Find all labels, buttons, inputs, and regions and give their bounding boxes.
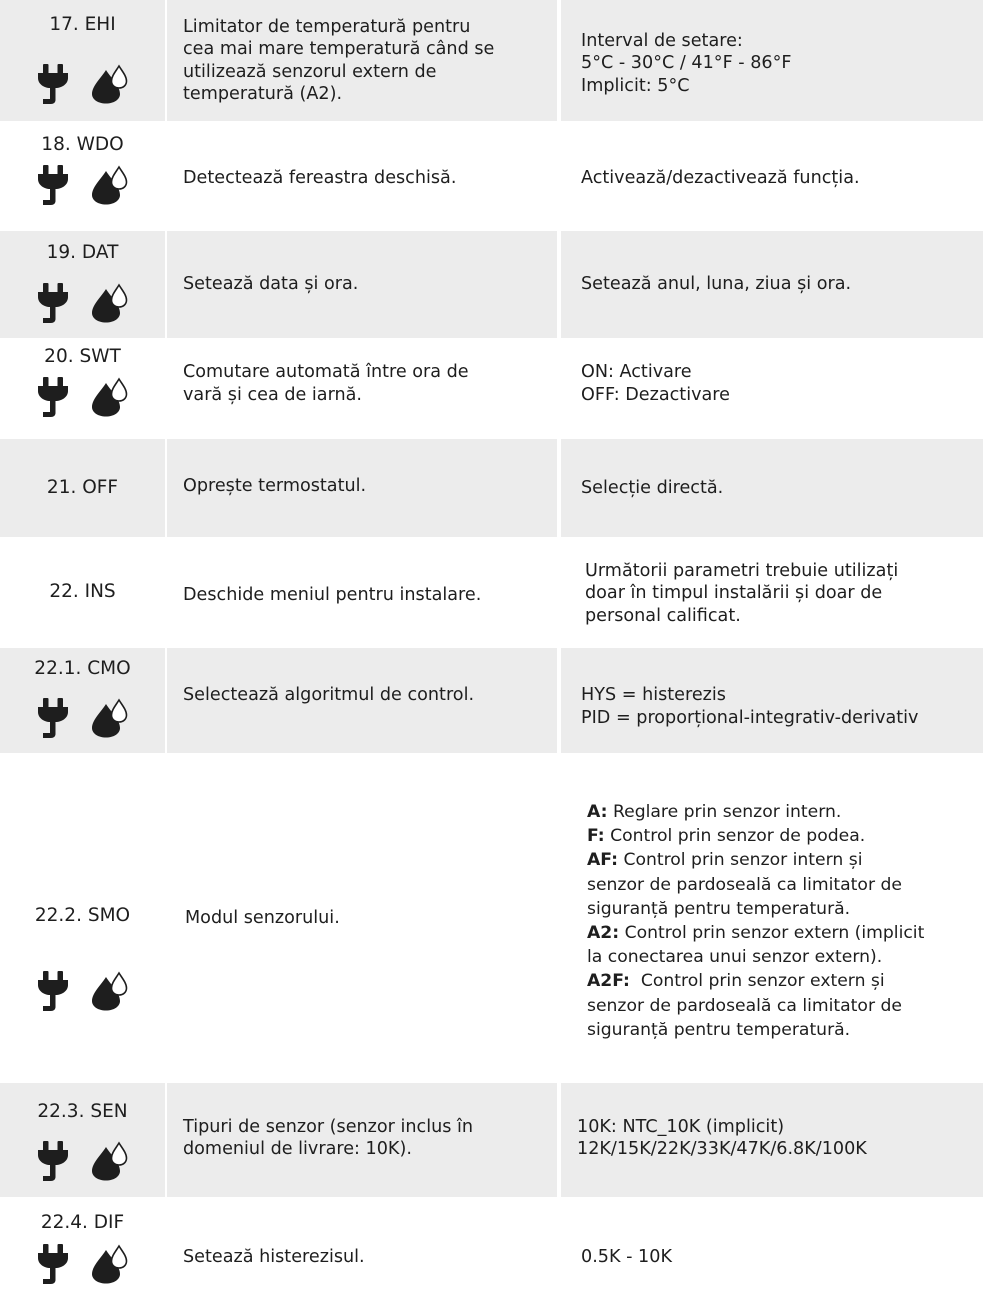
setting-line: Selecție directă. bbox=[581, 477, 724, 498]
parameter-code: 22.4. DIF bbox=[40, 1212, 125, 1233]
plug-icon bbox=[37, 971, 71, 1011]
description-cell bbox=[167, 126, 557, 231]
water-drops-icon bbox=[89, 1244, 131, 1284]
description-line: Setează histerezisul. bbox=[183, 1246, 365, 1267]
plug-icon bbox=[37, 377, 71, 417]
water-drops-icon bbox=[89, 971, 131, 1011]
plug-icon bbox=[37, 165, 71, 205]
setting-line: OFF: Dezactivare bbox=[581, 384, 730, 405]
parameter-code: 22.2. SMO bbox=[34, 905, 131, 926]
sensor-mode-item: A2: Control prin senzor extern (implicit bbox=[587, 923, 925, 943]
table-row bbox=[0, 126, 983, 231]
setting-line: Implicit: 5°C bbox=[581, 75, 690, 96]
parameter-description bbox=[183, 648, 551, 743]
parameter-setting bbox=[581, 1217, 977, 1297]
mode-icons bbox=[37, 971, 137, 1011]
parameter-description bbox=[183, 0, 551, 121]
setting-cell bbox=[561, 753, 983, 1083]
setting-cell bbox=[561, 126, 983, 231]
plug-icon bbox=[37, 698, 71, 738]
description-cell bbox=[167, 1083, 557, 1197]
sensor-mode-item: siguranță pentru temperatură. bbox=[587, 1019, 851, 1040]
setting-line: 12K/15K/22K/33K/47K/6.8K/100K bbox=[577, 1139, 867, 1159]
parameter-setting bbox=[581, 126, 977, 231]
parameter-setting bbox=[581, 439, 977, 537]
plug-icon bbox=[37, 1141, 71, 1181]
description-cell bbox=[167, 342, 557, 437]
code-cell bbox=[0, 342, 165, 437]
description-line: Setează data și ora. bbox=[183, 274, 359, 295]
setting-line: Următorii parametri trebuie utilizați bbox=[585, 560, 899, 581]
setting-cell bbox=[561, 0, 983, 121]
water-drops-icon bbox=[89, 698, 131, 738]
parameter-description bbox=[183, 342, 551, 425]
parameter-setting bbox=[581, 231, 977, 338]
water-drops-icon bbox=[89, 377, 131, 417]
setting-line: ON: Activare bbox=[581, 362, 692, 382]
parameter-description bbox=[185, 753, 551, 1083]
parameter-description bbox=[183, 126, 551, 231]
setting-line: doar în timpul instalării și doar de bbox=[585, 583, 883, 604]
parameter-setting bbox=[581, 342, 977, 425]
setting-line: Setează anul, luna, ziua și ora. bbox=[581, 274, 852, 295]
setting-cell bbox=[561, 541, 983, 646]
parameter-code: 22.1. CMO bbox=[34, 658, 131, 679]
sensor-mode-item: la conectarea unui senzor extern). bbox=[587, 947, 883, 968]
mode-icons bbox=[37, 283, 137, 323]
table-row bbox=[0, 342, 983, 437]
sensor-mode-item: senzor de pardoseală ca limitator de bbox=[587, 995, 902, 1016]
sensor-mode-list bbox=[587, 759, 983, 1083]
parameter-code: 19. DAT bbox=[46, 242, 119, 263]
setting-line: 0.5K - 10K bbox=[581, 1246, 672, 1267]
setting-cell bbox=[561, 231, 983, 338]
parameter-code: 17. EHI bbox=[49, 14, 116, 35]
code-cell bbox=[0, 231, 165, 338]
sensor-mode-item: AF: Control prin senzor intern și bbox=[587, 850, 863, 871]
setting-line: PID = proporțional-integrativ-derivativ bbox=[581, 707, 919, 728]
code-cell bbox=[0, 1083, 165, 1197]
table-row bbox=[0, 439, 983, 537]
description-line: Tipuri de senzor (senzor inclus în bbox=[183, 1116, 474, 1137]
setting-cell bbox=[561, 1197, 983, 1297]
parameter-setting bbox=[585, 541, 977, 646]
code-cell bbox=[0, 541, 165, 646]
mode-icons bbox=[37, 1141, 137, 1181]
setting-line: HYS = histerezis bbox=[581, 685, 726, 705]
description-line: vară și cea de iarnă. bbox=[183, 384, 363, 405]
parameter-description bbox=[183, 1217, 551, 1297]
description-cell bbox=[167, 439, 557, 537]
sensor-mode-item: F: Control prin senzor de podea. bbox=[587, 826, 866, 847]
parameter-description bbox=[183, 1079, 551, 1197]
description-line: Selectează algoritmul de control. bbox=[183, 685, 475, 706]
description-line: temperatură (A2). bbox=[183, 84, 343, 104]
table-row bbox=[0, 231, 983, 338]
parameter-description bbox=[183, 545, 551, 646]
mode-icons bbox=[37, 64, 137, 104]
water-drops-icon bbox=[89, 1141, 131, 1181]
code-cell bbox=[0, 439, 165, 537]
description-cell bbox=[167, 648, 557, 753]
setting-cell bbox=[561, 1083, 983, 1197]
table-row bbox=[0, 541, 983, 646]
parameter-description bbox=[183, 231, 551, 338]
parameter-setting bbox=[581, 6, 977, 121]
sensor-mode-item: A2F: Control prin senzor extern și bbox=[587, 971, 885, 992]
description-cell bbox=[167, 0, 557, 121]
setting-line: 5°C - 30°C / 41°F - 86°F bbox=[581, 53, 792, 74]
description-line: cea mai mare temperatură când se bbox=[183, 39, 495, 59]
parameter-code: 20. SWT bbox=[44, 346, 121, 367]
setting-line: Interval de setare: bbox=[581, 30, 743, 51]
water-drops-icon bbox=[89, 165, 131, 205]
sensor-mode-item: A: Reglare prin senzor intern. bbox=[587, 801, 842, 822]
description-cell bbox=[167, 231, 557, 338]
parameter-description bbox=[183, 439, 551, 533]
mode-icons bbox=[37, 377, 137, 417]
code-cell bbox=[0, 0, 165, 121]
description-line: Oprește termostatul. bbox=[183, 475, 367, 496]
setting-line: 10K: NTC_10K (implicit) bbox=[577, 1116, 785, 1137]
code-cell bbox=[0, 126, 165, 231]
mode-icons bbox=[37, 165, 137, 205]
table-row bbox=[0, 648, 983, 753]
plug-icon bbox=[37, 64, 71, 104]
parameter-setting bbox=[581, 660, 977, 753]
plug-icon bbox=[37, 1244, 71, 1284]
sensor-mode-item: siguranță pentru temperatură. bbox=[587, 898, 851, 919]
code-cell bbox=[0, 648, 165, 753]
water-drops-icon bbox=[89, 64, 131, 104]
table-row bbox=[0, 753, 983, 1083]
description-line: domeniul de livrare: 10K). bbox=[183, 1139, 412, 1159]
setting-line: personal calificat. bbox=[585, 605, 741, 626]
parameter-code: 22. INS bbox=[49, 581, 116, 602]
setting-cell bbox=[561, 648, 983, 753]
description-cell bbox=[167, 753, 557, 1083]
parameter-code: 21. OFF bbox=[46, 477, 119, 498]
mode-icons bbox=[37, 1244, 137, 1284]
description-line: utilizează senzorul extern de bbox=[183, 61, 437, 82]
parameter-setting bbox=[577, 1079, 977, 1197]
code-cell bbox=[0, 753, 165, 1083]
setting-cell bbox=[561, 439, 983, 537]
setting-line: Activează/dezactivează funcția. bbox=[581, 168, 860, 189]
table-row bbox=[0, 1083, 983, 1197]
parameter-code: 22.3. SEN bbox=[37, 1101, 128, 1122]
code-cell bbox=[0, 1197, 165, 1297]
table-row bbox=[0, 0, 983, 121]
description-line: Comutare automată între ora de bbox=[183, 362, 469, 382]
description-line: Deschide meniul pentru instalare. bbox=[183, 585, 482, 606]
description-cell bbox=[167, 1197, 557, 1297]
mode-icons bbox=[37, 698, 137, 738]
plug-icon bbox=[37, 283, 71, 323]
description-line: Detectează fereastra deschisă. bbox=[183, 168, 457, 189]
parameter-code: 18. WDO bbox=[41, 134, 124, 155]
sensor-mode-item: senzor de pardoseală ca limitator de bbox=[587, 874, 902, 895]
description-cell bbox=[167, 541, 557, 646]
table-row bbox=[0, 1197, 983, 1297]
setting-cell bbox=[561, 342, 983, 437]
description-line: Limitator de temperatură pentru bbox=[183, 16, 471, 37]
description-line: Modul senzorului. bbox=[185, 907, 340, 928]
water-drops-icon bbox=[89, 283, 131, 323]
